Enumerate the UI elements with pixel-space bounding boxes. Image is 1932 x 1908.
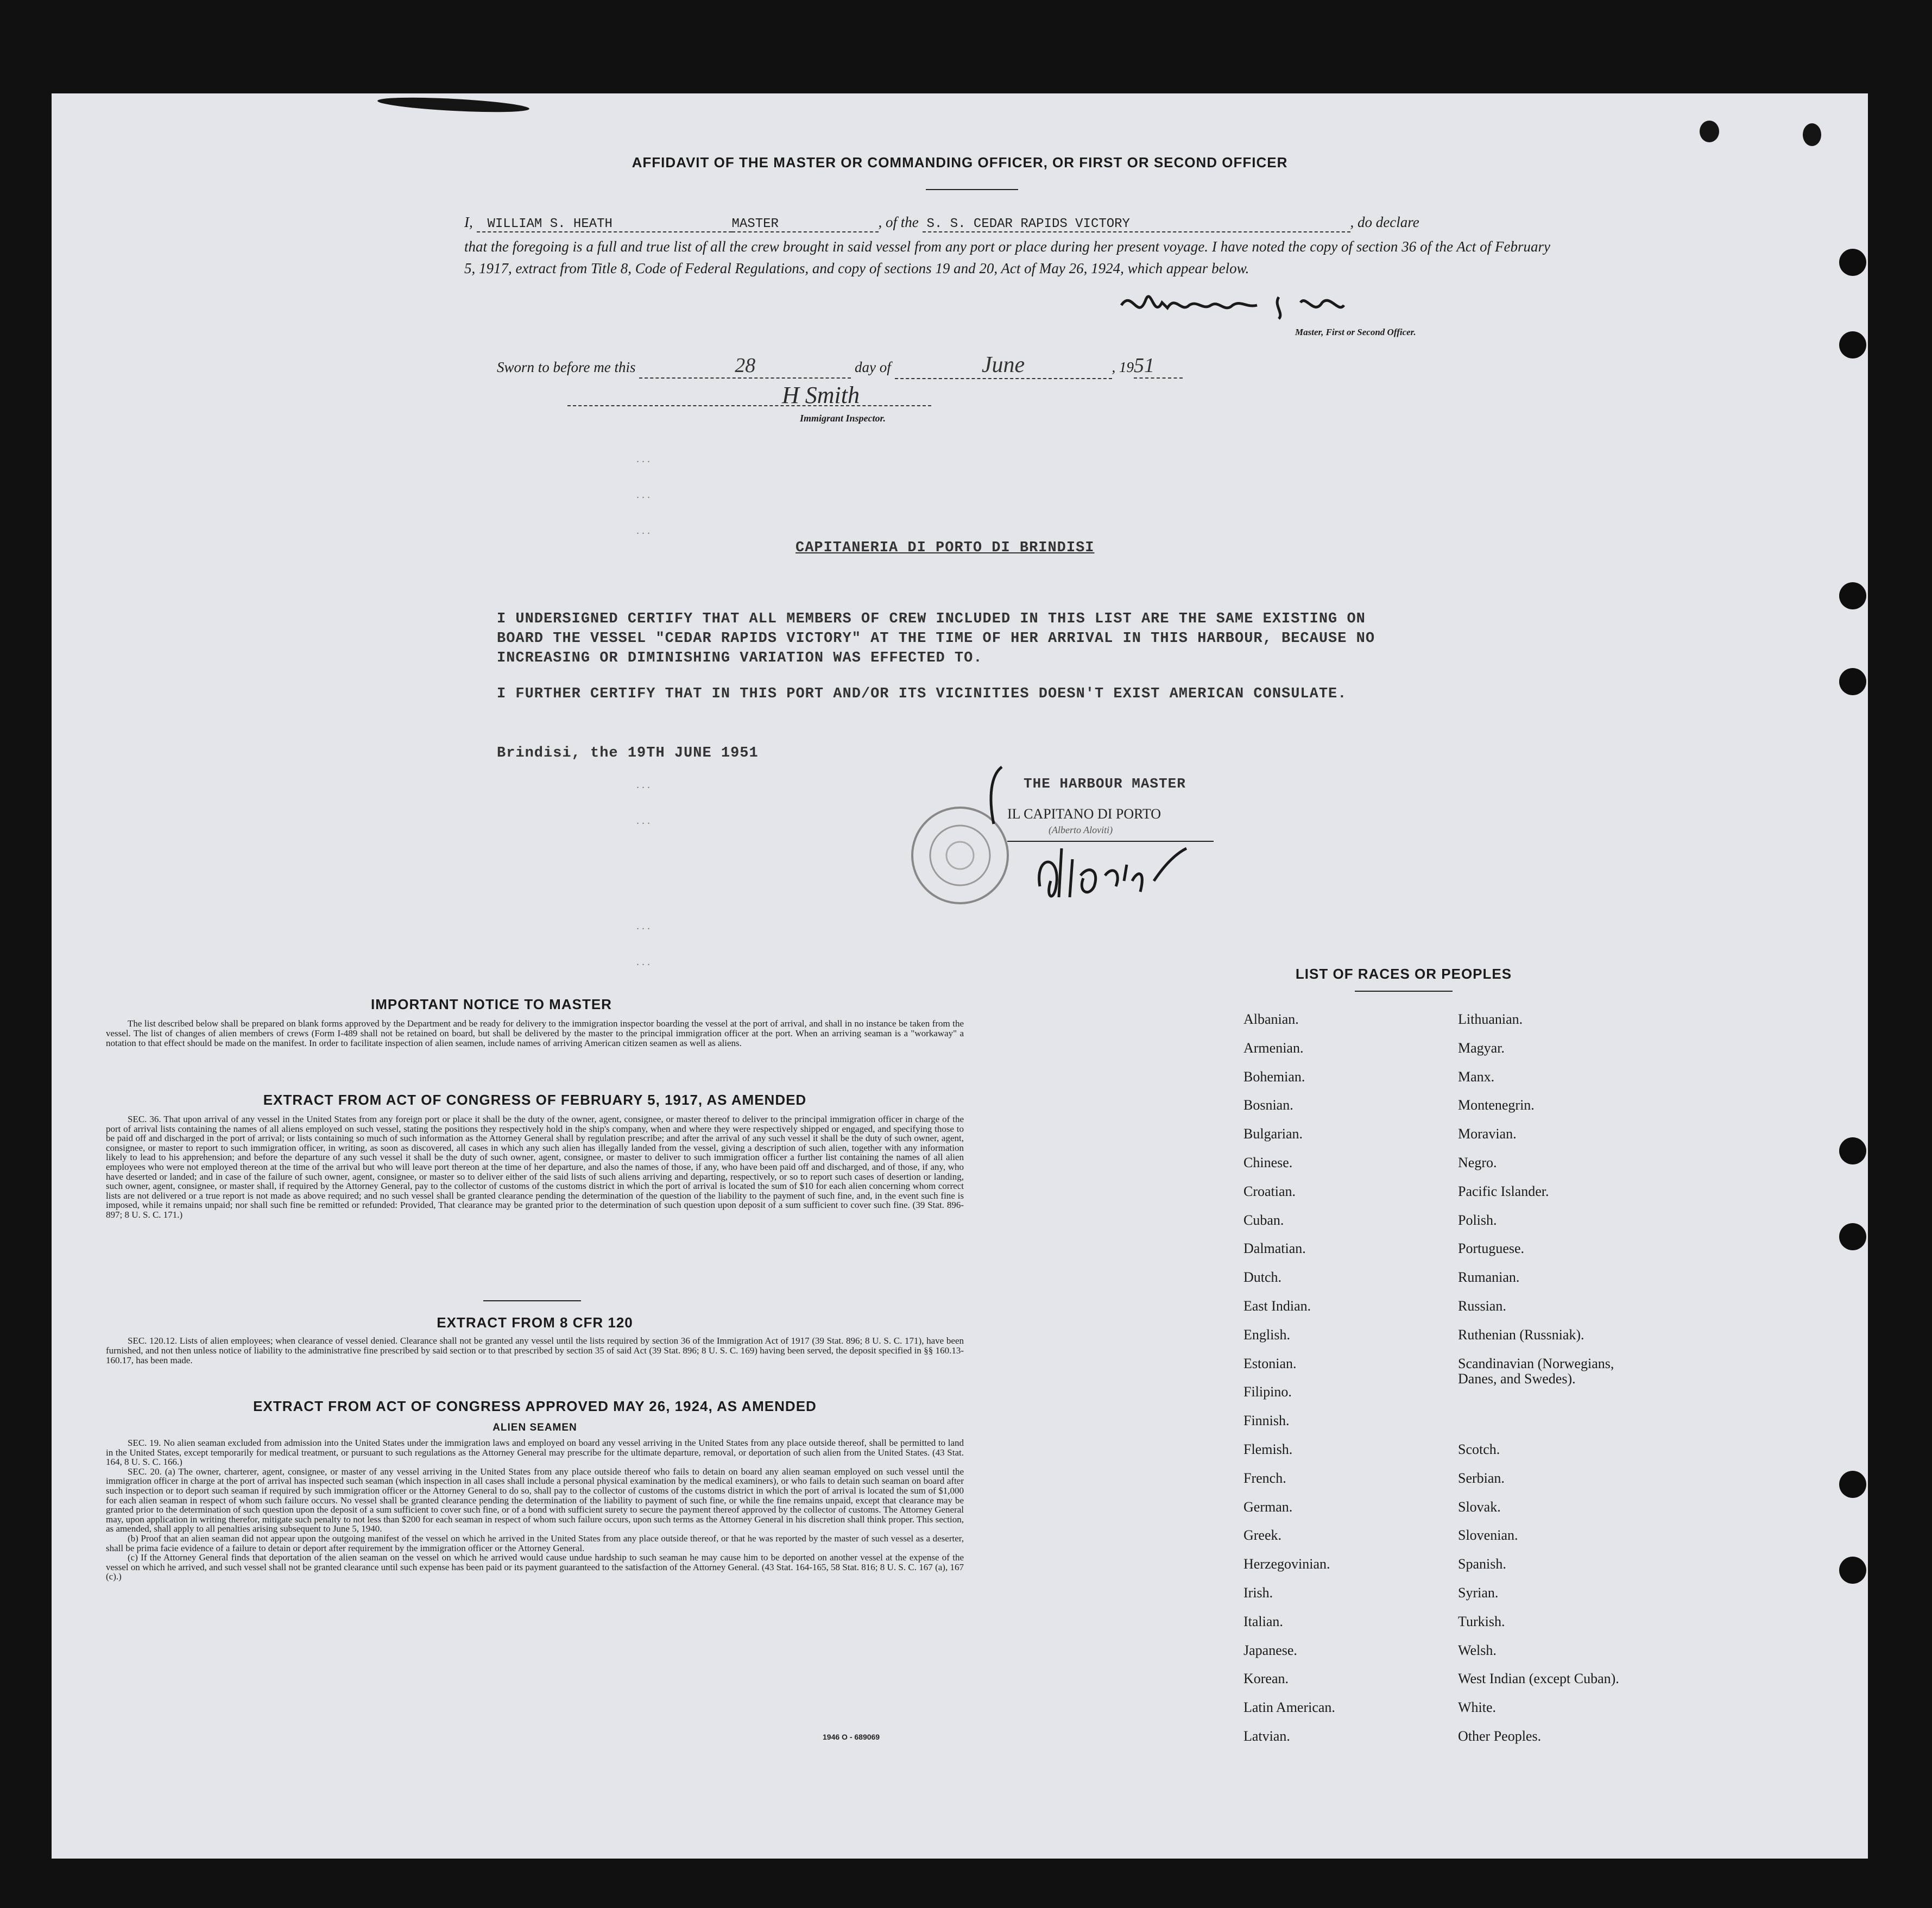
race-entry: Filipino. <box>1243 1384 1292 1400</box>
races-title: LIST OF RACES OR PEOPLES <box>1295 966 1512 982</box>
race-entry: Cuban. <box>1243 1212 1284 1228</box>
race-entry: Serbian. <box>1458 1470 1505 1486</box>
sec20b-text: (b) Proof that an alien seaman did not appear upon the outgoing manifest of the vessel on which he arrived in the United States from any place outside thereof, or that he was reported by the master of such vessel as a deserter, shall be prima facie evidence of a failure to detain or deport after requirement by the immigration officer or the Attorney General. <box>106 1533 964 1553</box>
race-entry: Finnish. <box>1243 1413 1290 1429</box>
race-entry: Bohemian. <box>1243 1068 1305 1085</box>
extract3-title: EXTRACT FROM ACT OF CONGRESS APPROVED MAY 26, 1924, AS AMENDED <box>253 1398 817 1414</box>
stamp-paragraph-1: I UNDERSIGNED CERTIFY THAT ALL MEMBERS OF CREW INCLUDED IN THIS LIST ARE THE SAME EXISTING ON BOARD THE VESSEL "CEDAR RAPIDS VICTORY" AT THE TIME OF HER ARRIVAL IN THIS HARBOUR, BECAUSE NO INCREASING OR DIMINISHING VARIATION WAS EFFECTED TO. <box>497 611 1375 666</box>
day-of-text: day of <box>855 359 891 375</box>
title-rule <box>926 189 1018 190</box>
extract3-block <box>106 1438 964 1582</box>
extract2-block <box>106 1336 964 1365</box>
race-entry: Lithuanian. <box>1458 1011 1523 1027</box>
sworn-line <box>497 352 1311 379</box>
binder-hole <box>1839 1223 1866 1250</box>
declaration-body: that the foregoing is a full and true list of all the crew brought in said vessel from any port or place during her present voyage. I have noted the copy of section 36 of the Act of February 5, 1917, extract from Title 8, Code of Federal Regulations, and copy of sections 19 and 20, Act of May 26, 1924, which appear below. <box>464 238 1550 276</box>
race-entry: Dutch. <box>1243 1269 1282 1286</box>
declaration-prefix: I, <box>464 214 473 230</box>
race-entry: Latin American. <box>1243 1699 1335 1716</box>
binder-hole <box>1839 582 1866 609</box>
signature-mark <box>980 764 1013 829</box>
ink-smudge <box>377 95 530 115</box>
race-entry: Scandinavian (Norwegians, <box>1458 1355 1614 1371</box>
sworn-day: 28 <box>639 354 851 379</box>
race-entry: Danes, and Swedes). <box>1458 1370 1576 1387</box>
stamp-heading: CAPITANERIA DI PORTO DI BRINDISI <box>795 540 1095 556</box>
race-entry: Turkish. <box>1458 1613 1505 1629</box>
race-entry: Polish. <box>1458 1212 1497 1228</box>
harbour-master-label: THE HARBOUR MASTER <box>1024 776 1186 792</box>
of-the-text: , of the <box>878 214 919 230</box>
binder-hole <box>1839 249 1866 276</box>
extract1-title: EXTRACT FROM ACT OF CONGRESS OF FEBRUARY 5, 1917, AS AMENDED <box>263 1092 807 1108</box>
race-entry: East Indian. <box>1243 1298 1311 1314</box>
sec20c-text: (c) If the Attorney General finds that deportation of the alien seaman on the vessel on which he arrived would cause undue hardship to such seaman he may cause him to be deported on another vessel at the expense of the vessel on which he arrived, and such vessel shall not be granted clearance until such expense has been paid or its payment guaranteed to the satisfaction of the Attorney General. (43 Stat. 164-165, 58 Stat. 816; 8 U. S. C. 167 (a), 167 (c).) <box>106 1552 964 1582</box>
vessel-name: S. S. CEDAR RAPIDS VICTORY <box>923 217 1350 232</box>
dot-marks: . . . . . . <box>636 920 650 968</box>
race-entry: Herzegovinian. <box>1243 1556 1330 1572</box>
signature-flourish <box>980 764 1013 829</box>
race-entry: Manx. <box>1458 1068 1495 1085</box>
race-entry: French. <box>1243 1470 1286 1486</box>
binder-hole <box>1839 331 1866 358</box>
race-entry: Flemish. <box>1243 1441 1293 1457</box>
race-entry: Pacific Islander. <box>1458 1183 1549 1199</box>
race-entry: Ruthenian (Russniak). <box>1458 1326 1584 1343</box>
extract1-text: SEC. 36. That upon arrival of any vessel in the United States from any foreign port or place it shall be the duty of the owner, agent, consignee, or master thereof to deliver to the principal immigration officer in charge of the port of arrival lists containing the names of all aliens employed on such vessel, stating the positions they respectively hold in the ship's company, when and where they were respectively shipped or engaged, and specifying those to be paid off and discharged in the port of arrival; or lists containing so much of such information as the Attorney General shall by regulation prescribe; and after the arrival of any such vessel it shall be the duty of such owner, agent, consignee, or master to report to such immigration officer, in writing, as soon as discovered, all cases in which any such alien has illegally landed from the vessel, giving a description of such alien, together with any information likely to lead to his apprehension; and before the departure of any such vessel it shall be the duty of such owner, agent, consignee, or master to deliver to such immigration officer a further list containing the names of all alien employees who were not employed thereon at the time of the arrival but who will leave port thereon at the time of her departure, and also the names of those, if any, who have been paid off and discharged, and of those, if any, who have deserted or landed; and in case of the failure of such owner, agent, consignee, or master so to deliver either of the said lists of such aliens arriving and departing, respectively, or so to report such cases of desertion or landing, such owner, agent, consignee, or master shall, if required by the Attorney General, pay to the collector of customs of the customs district in which the port of arrival is located the sum of $10 for each alien concerning whom correct lists are not delivered or a true report is not made as above required; and no such vessel shall be granted clearance pending the determination of the question of the liability to the payment of such fine, and, in the event such fine is imposed, while it remains unpaid; nor shall such fine be remitted or refunded: Provided, That clearance may be granted prior to the determination of such question upon deposit of a sum sufficient to cover such fine. (39 Stat. 896-897; 8 U. S. C. 171.) <box>106 1114 964 1220</box>
race-entry: Estonian. <box>1243 1355 1297 1371</box>
sec20a-text: SEC. 20. (a) The owner, charterer, agent, consignee, or master of any vessel arriving in the United States from any place outside thereof who fails to detain on board any alien seaman employed on such vessel until the immigration officer in charge at the port of arrival has inspected such seaman (which inspection in all cases shall include a personal physical examination by the medical examiners), or who fails to detain such seaman on board after such inspection or to deport such seaman if required by such immigration officer or the Attorney General to do so, shall pay to the collector of customs of the customs district in which the port of arrival is located the sum of $1,000 for each alien seaman in respect of whom such failure occurs. No vessel shall be granted clearance pending the determination of the liability to payment of such fine, or while the fine remains unpaid, except that clearance may be granted prior to the determination of such question upon the deposit of a sum sufficient to cover such fine, or of a bond with sufficient surety to secure the payment thereof approved by the collector of customs. The Attorney General may, upon application in writing therefor, mitigate such penalty to not less than $200 for each seaman in respect of whom such failure occurs, upon such terms as the Attorney General in his discretion shall think proper. This section, as amended, shall apply to all penalties arising subsequent to June 5, 1940. <box>106 1466 964 1534</box>
sworn-prefix: Sworn to before me this <box>497 359 636 375</box>
race-entry: Welsh. <box>1458 1642 1497 1658</box>
notice-text: The list described below shall be prepared on blank forms approved by the Department and be ready for delivery to the immigration inspector boarding the vessel at the port of arrival, and shall in no instance be taken from the vessel. The list of changes of alien members of crews (Form I-489 shall not be retained on board, but shall be delivered by the master to the principal immigration officer at the port. When an arriving seaman is a "workaway" a notation to that effect should be made on the manifest. In order to facilitate inspection of alien seamen, include names of arriving American citizen seamen as well as aliens. <box>106 1018 964 1048</box>
sworn-year: 51 <box>1134 354 1183 379</box>
notice-title: IMPORTANT NOTICE TO MASTER <box>371 996 612 1012</box>
race-entry: White. <box>1458 1699 1497 1716</box>
extract1-block <box>106 1114 964 1220</box>
affidavit-title: AFFIDAVIT OF THE MASTER OR COMMANDING OFFICER, OR FIRST OR SECOND OFFICER <box>632 154 1288 171</box>
race-entry: Spanish. <box>1458 1556 1506 1572</box>
inspector-line <box>567 405 931 406</box>
race-entry: Latvian. <box>1243 1728 1290 1744</box>
dot-marks: . . . . . . . . . <box>636 453 650 537</box>
capitano-name: (Alberto Aloviti) <box>1049 824 1113 835</box>
race-entry: Russian. <box>1458 1298 1506 1314</box>
binder-hole <box>1839 1471 1866 1498</box>
binder-hole <box>1839 668 1866 695</box>
race-entry: West Indian (except Cuban). <box>1458 1671 1619 1687</box>
race-entry: Syrian. <box>1458 1585 1499 1601</box>
do-declare-text: , do declare <box>1350 214 1419 230</box>
race-entry: Rumanian. <box>1458 1269 1520 1286</box>
harbour-master-signature-glyph <box>1029 832 1192 914</box>
race-entry: Bulgarian. <box>1243 1126 1303 1142</box>
race-entry: Chinese. <box>1243 1155 1293 1170</box>
race-entry: Japanese. <box>1243 1642 1297 1658</box>
inspector-signature: H Smith <box>782 382 860 408</box>
binder-hole <box>1839 1557 1866 1584</box>
binder-hole <box>1839 1137 1866 1164</box>
section-rule <box>483 1300 581 1301</box>
notice-block <box>106 1019 964 1048</box>
race-entry: Negro. <box>1458 1155 1497 1170</box>
race-entry: Other Peoples. <box>1458 1728 1542 1744</box>
race-entry: Irish. <box>1243 1585 1273 1601</box>
hole-top-a <box>1700 121 1719 142</box>
races-title-rule <box>1355 991 1453 992</box>
capitano-label: IL CAPITANO DI PORTO <box>1007 806 1161 822</box>
master-signature-glyph <box>1116 289 1349 327</box>
race-entry: Greek. <box>1243 1527 1282 1544</box>
declaration-line <box>464 214 1550 232</box>
sworn-month: June <box>895 352 1112 379</box>
master-signature <box>1116 289 1349 322</box>
stamp-paragraph-2: I FURTHER CERTIFY THAT IN THIS PORT AND/OR ITS VICINITIES DOESN'T EXIST AMERICAN CONSULATE. <box>497 686 1347 702</box>
race-entry: Armenian. <box>1243 1040 1304 1056</box>
extract2-title: EXTRACT FROM 8 CFR 120 <box>437 1314 633 1331</box>
master-rank: MASTER <box>732 217 879 232</box>
race-entry: Slovak. <box>1458 1498 1501 1515</box>
document-page <box>52 93 1868 1859</box>
race-entry: Magyar. <box>1458 1040 1505 1056</box>
race-entry: Scotch. <box>1458 1441 1500 1457</box>
race-entry: English. <box>1243 1326 1290 1343</box>
hole-top-b <box>1803 123 1821 146</box>
race-entry: Portuguese. <box>1458 1240 1525 1257</box>
race-entry: Moravian. <box>1458 1126 1517 1142</box>
sec19-text: SEC. 19. No alien seaman excluded from admission into the United States under the immigration laws and employed on board any vessel arriving in the United States from any place outside thereof, shall be permitted to land in the United States, except temporarily for medical treatment, or pursuant to such regulations as the Attorney General may prescribe for the ultimate departure, removal, or deportation of such alien from the United States. (43 Stat. 164, 8 U. S. C. 166.) <box>106 1438 964 1468</box>
race-entry: Montenegrin. <box>1458 1097 1535 1113</box>
inspector-label: Immigrant Inspector. <box>800 413 886 424</box>
race-entry: Bosnian. <box>1243 1097 1293 1113</box>
race-entry: Korean. <box>1243 1671 1289 1687</box>
print-code: 1946 O - 689069 <box>823 1733 880 1741</box>
master-name: WILLIAM S. HEATH <box>477 217 732 232</box>
year-prefix: , 19 <box>1112 359 1134 375</box>
race-entry: German. <box>1243 1498 1293 1515</box>
stamp-date: Brindisi, the 19TH JUNE 1951 <box>497 745 759 761</box>
race-entry: Italian. <box>1243 1613 1283 1629</box>
race-entry: Croatian. <box>1243 1183 1296 1199</box>
harbour-master-signature <box>1029 832 1192 914</box>
dot-marks: . . . . . . <box>636 779 650 827</box>
race-entry: Dalmatian. <box>1243 1240 1306 1257</box>
race-entry: Albanian. <box>1243 1011 1299 1027</box>
race-entry: Slovenian. <box>1458 1527 1518 1544</box>
master-signature-label: Master, First or Second Officer. <box>1295 327 1416 337</box>
extract3-subtitle: ALIEN SEAMEN <box>493 1422 577 1433</box>
extract2-text: SEC. 120.12. Lists of alien employees; when clearance of vessel denied. Clearance shall not be granted any vessel until the lists required by section 36 of the Immigration Act of 1917 (39 Stat. 896; 8 U. S. C. 171), have been furnished, and not then unless notice of liability to the administrative fine prescribed by said section or to that prescribed by section 35 of said Act (39 Stat. 896; 8 U. S. C. 169) having been served, the deposit specified in §§ 160.13-160.17, has been made. <box>106 1336 964 1365</box>
